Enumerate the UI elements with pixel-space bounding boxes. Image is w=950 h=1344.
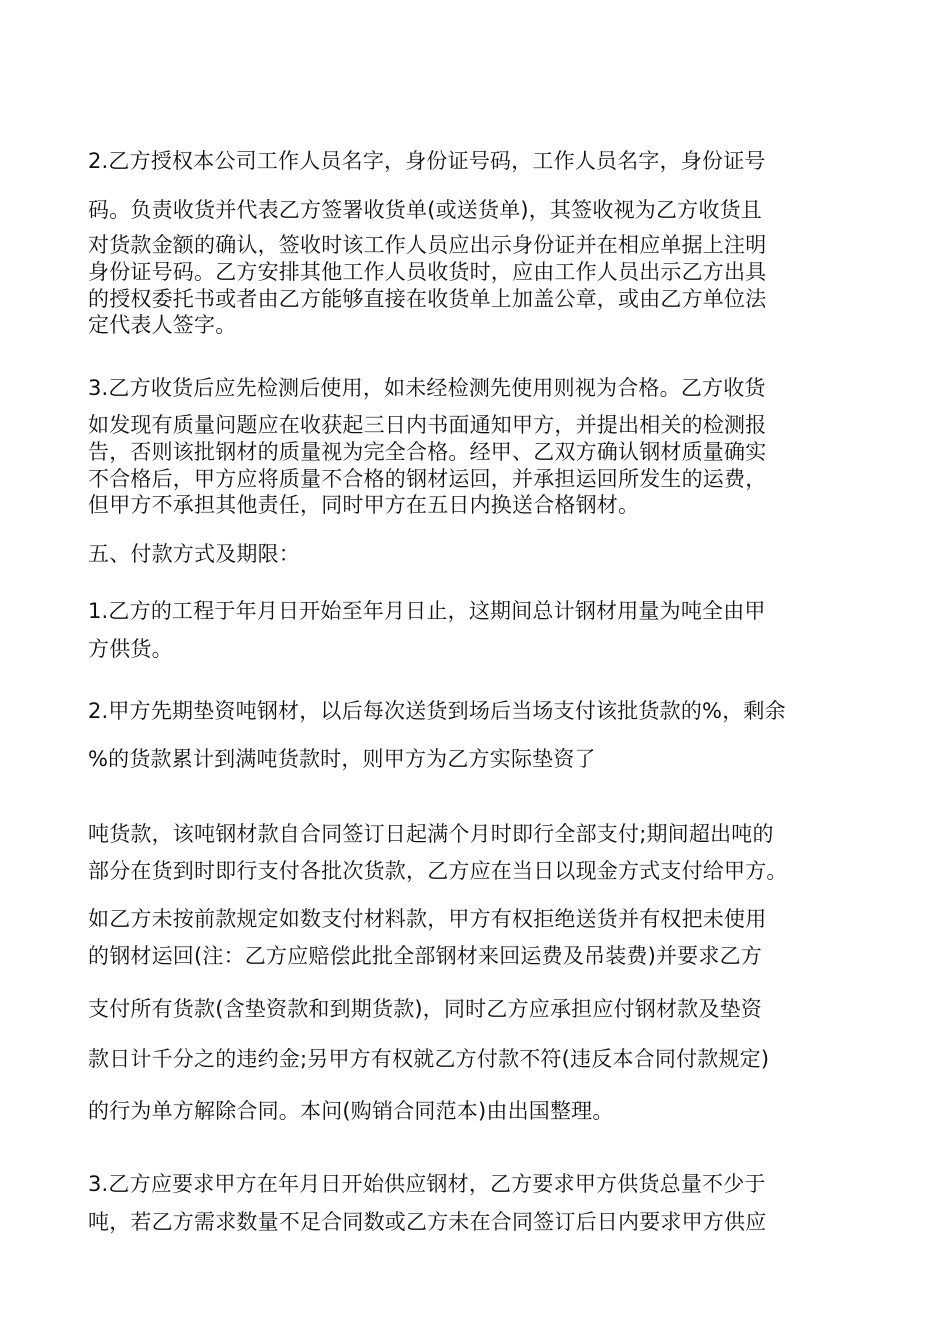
section-5-item-2-line-5: 如乙方未按前款规定如数支付材料款，甲方有权拒绝送货并有权把未使用	[88, 907, 767, 931]
paragraph-2-line-5: 的授权委托书或者由乙方能够直接在收货单上加盖公章，或由乙方单位法	[88, 287, 767, 311]
paragraph-2-line-6: 定代表人签字。	[88, 313, 237, 337]
paragraph-2-line-2: 码。负责收货并代表乙方签署收货单(或送货单)，其签收视为乙方收货且	[88, 198, 762, 222]
section-5-heading: 五、付款方式及期限：	[88, 542, 300, 566]
section-5-item-2-line-2: %的货款累计到满吨货款时，则甲方为乙方实际垫资了	[88, 747, 596, 771]
section-5-item-2-line-8: 款日计千分之的违约金;另甲方有权就乙方付款不符(违反本合同付款规定)	[88, 1047, 770, 1071]
section-5-item-1-line-1: 1.乙方的工程于年月日开始至年月日止，这期间总计钢材用量为吨全由甲	[88, 599, 766, 623]
paragraph-3-line-1: 3.乙方收货后应先检测后使用，如未经检测先使用则视为合格。乙方收货	[88, 376, 766, 400]
paragraph-2-line-3: 对货款金额的确认，签收时该工作人员应出示身份证并在相应单据上注明	[88, 233, 767, 257]
section-5-item-2-line-3: 吨货款，该吨钢材款自合同签订日起满个月时即行全部支付;期间超出吨的	[88, 822, 774, 846]
section-5-item-3-line-1: 3.乙方应要求甲方在年月日开始供应钢材，乙方要求甲方供货总量不少于	[88, 1172, 766, 1196]
paragraph-3-line-5: 但甲方不承担其他责任，同时甲方在五日内换送合格钢材。	[88, 493, 640, 517]
section-5-item-2-line-4: 部分在货到时即行支付各批次货款，乙方应在当日以现金方式支付给甲方。	[88, 859, 788, 883]
paragraph-3-line-3: 告，否则该批钢材的质量视为完全合格。经甲、乙双方确认钢材质量确实	[88, 440, 767, 464]
section-5-item-2-line-6: 的钢材运回(注：乙方应赔偿此批全部钢材来回运费及吊装费)并要求乙方	[88, 944, 762, 968]
section-5-item-2-line-1: 2.甲方先期垫资吨钢材，以后每次送货到场后当场支付该批货款的%，剩余	[88, 699, 786, 723]
section-5-item-3-line-2: 吨，若乙方需求数量不足合同数或乙方未在合同签订后日内要求甲方供应	[88, 1210, 767, 1234]
section-5-item-2-line-9: 的行为单方解除合同。本问(购销合同范本)由出国整理。	[88, 1099, 614, 1123]
section-5-item-2-line-7: 支付所有货款(含垫资款和到期货款)，同时乙方应承担应付钢材款及垫资	[88, 997, 762, 1021]
paragraph-3-line-4: 不合格后，甲方应将质量不合格的钢材运回，并承担运回所发生的运费，	[88, 467, 767, 491]
paragraph-2-line-4: 身份证号码。乙方安排其他工作人员收货时，应由工作人员出示乙方出具	[88, 260, 767, 284]
paragraph-2-line-1: 2.乙方授权本公司工作人员名字，身份证号码，工作人员名字，身份证号	[88, 149, 766, 173]
section-5-item-1-line-2: 方供货。	[88, 637, 173, 661]
paragraph-3-line-2: 如发现有质量问题应在收获起三日内书面通知甲方，并提出相关的检测报	[88, 413, 767, 437]
